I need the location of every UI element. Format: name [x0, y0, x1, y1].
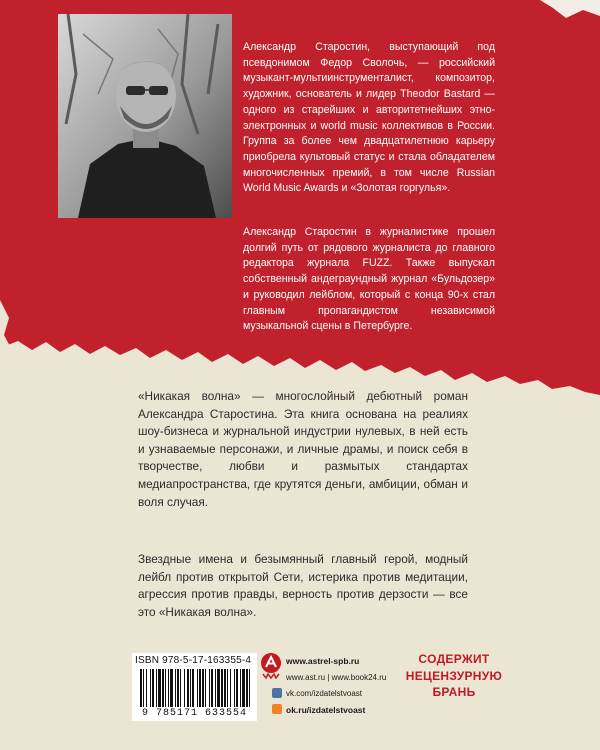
barcode-bar [150, 669, 151, 707]
warning-line-3: БРАНЬ [432, 685, 476, 699]
publisher-site-secondary[interactable]: www.ast.ru | www.book24.ru [286, 673, 387, 682]
barcode-bar [170, 669, 173, 707]
barcode-bar [168, 669, 169, 707]
book-description-paragraph-1: «Никакая волна» — многослойный дебютный роман Александра Старостина. Эта книга основана на реалиях шоу-бизнеса и журнальной индустрии нулевых, в ней есть и узнаваемые персонажи, и личные драмы, и поиск себя в творчестве, любви и размытых стандартах медиапространства, где крутятся деньги, амбиции, обман и воля случая. [138, 389, 468, 509]
publisher-vk-link[interactable]: vk.com/izdatelstvoast [286, 689, 363, 698]
barcode-bar [215, 669, 216, 707]
barcode-bar [190, 669, 191, 707]
barcode-bar [234, 669, 235, 707]
barcode-bar [230, 669, 231, 707]
barcode-bar [143, 669, 144, 707]
barcode-bar [199, 669, 201, 707]
barcode-bar [197, 669, 198, 707]
barcode-bar [187, 669, 189, 707]
barcode-bar [192, 669, 194, 707]
barcode-bar [221, 669, 223, 707]
barcode-bar [249, 669, 250, 707]
barcode-bar [211, 669, 213, 707]
astrel-logo-icon [260, 652, 282, 680]
barcode-graphic [140, 669, 250, 707]
isbn-label: ISBN 978-5-17-163355-4 [135, 655, 252, 666]
author-photo [58, 14, 232, 218]
barcode-bar [236, 669, 238, 707]
warning-line-1: СОДЕРЖИТ [418, 652, 490, 666]
barcode-bar [184, 669, 185, 707]
barcode-bar [202, 669, 204, 707]
ok-icon [272, 704, 282, 714]
barcode-bar [246, 669, 248, 707]
barcode-bar [146, 669, 147, 707]
barcode-bar [177, 669, 179, 707]
publisher-ok-link[interactable]: ok.ru/izdatelstvoast [286, 705, 366, 715]
barcode-bar [165, 669, 166, 707]
barcode-bar [205, 669, 206, 707]
publisher-site-main[interactable]: www.astrel-spb.ru [286, 656, 360, 666]
barcode-bar [242, 669, 245, 707]
barcode-bar [156, 669, 157, 707]
author-career-text: Александр Старостин в журналистике прошел долгий путь от рядового журналиста до главного редактора журнала FUZZ. Также выпускал собственный андеграундный журнал «Бульдозер» и руководил лейблом, который с конца 90-х стал главным пропагандистом независимой музыкальной сцены в Петербурге. [243, 226, 495, 333]
barcode-bar [152, 669, 154, 707]
author-bio-text: Александр Старостин, выступающий под псевдонимом Федор Сволочь, — российский музыкант-мультиинструменталист, композитор, художник, основатель и лидер Theodor Bastard — одного из старейших и авторитетнейших этно-электронных и world music коллективов в России. Группа за более чем двадцатилетнюю карьеру приобрела культовый статус и стала обладателем многочисленных премий, в том числе Russian World Music Awards и «Золотая горгулья». [243, 41, 495, 195]
barcode-bar [140, 669, 142, 707]
barcode-digits: 9 785171 633554 [141, 708, 247, 719]
barcode-bar [158, 669, 161, 707]
barcode-bar [240, 669, 241, 707]
barcode-bar [224, 669, 226, 707]
barcode-bar [209, 669, 210, 707]
barcode-bar [227, 669, 228, 707]
barcode-bar [180, 669, 181, 707]
barcode-bar [162, 669, 164, 707]
book-description-paragraph-2: Звездные имена и безымянный главный герой, модный лейбл против открытой Сети, истерика против медитации, агрессия против правды, верность против дерзости — все это «Никакая волна». [138, 552, 468, 619]
barcode-bar [175, 669, 176, 707]
vk-icon [272, 688, 282, 698]
profanity-warning [395, 651, 513, 701]
isbn-barcode-block [132, 653, 257, 721]
barcode-bar [217, 669, 220, 707]
warning-line-2: НЕЦЕНЗУРНУЮ [405, 668, 503, 683]
